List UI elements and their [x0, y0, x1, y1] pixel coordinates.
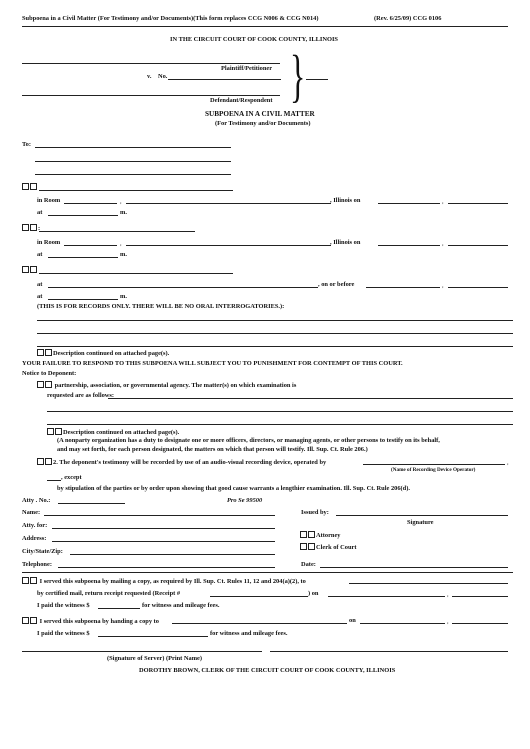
service-mail[interactable] [22, 577, 306, 585]
section-3-line[interactable] [39, 273, 233, 274]
checkbox-icon[interactable] [30, 183, 37, 190]
illinois-on-label: , Illinois on [330, 197, 361, 204]
desc-continued-1[interactable] [37, 349, 169, 357]
server-name-line[interactable] [270, 651, 508, 652]
caption-brace: } [290, 43, 306, 108]
checkbox-icon[interactable] [47, 428, 54, 435]
section-2-checkbox[interactable]: : [22, 224, 40, 232]
checkbox-icon[interactable] [30, 617, 37, 624]
mail-on-label: ) on [308, 590, 319, 597]
to-line-2[interactable] [35, 161, 231, 162]
plaintiff-line[interactable] [22, 63, 280, 64]
date-line-2a[interactable] [378, 245, 440, 246]
certified-label: by certified mail, return receipt requested (Receipt # [37, 590, 181, 597]
room-line-2[interactable] [64, 245, 117, 246]
checkbox-icon[interactable] [300, 543, 307, 550]
telephone-line[interactable] [58, 567, 275, 568]
time-line-2[interactable] [48, 257, 118, 258]
clerk-footer: DOROTHY BROWN, CLERK OF THE CIRCUIT COURT OF COOK COUNTY, ILLINOIS [139, 667, 396, 674]
except-line[interactable] [47, 480, 61, 481]
v-label: v. [147, 73, 152, 80]
date-line-3a[interactable] [366, 287, 440, 288]
witness-fees-1: for witness and mileage fees. [142, 602, 220, 609]
notice-2-text: The deponent's testimony will be recorded by use of an audio-visual recording device, operated by [59, 459, 327, 466]
illinois-on-label: , Illinois on [330, 239, 361, 246]
checkbox-icon[interactable] [22, 617, 29, 624]
form-header-title: Subpoena in a Civil Matter (For Testimony and/or Documents)(This form replaces CCG N006 & CCG N014) [22, 15, 319, 22]
checkbox-icon[interactable] [22, 183, 29, 190]
section-1-checkboxes[interactable] [22, 183, 38, 191]
server-signature-line[interactable] [22, 651, 262, 652]
address-field-line[interactable] [52, 541, 275, 542]
section-1-line[interactable] [39, 190, 233, 191]
date-line-3b[interactable] [448, 287, 508, 288]
service-divider [22, 572, 513, 573]
address-label: Address: [22, 535, 47, 542]
atty-for-label: Atty. for: [22, 522, 48, 529]
at-label: at [37, 251, 43, 258]
atty-no-line[interactable] [58, 503, 125, 504]
no-label: No. [158, 73, 168, 80]
service-hand[interactable] [22, 617, 159, 625]
records-desc-line-1[interactable] [37, 320, 513, 321]
checkbox-icon[interactable] [22, 266, 29, 273]
hand-date-line-b[interactable] [452, 623, 508, 624]
document-title: SUBPOENA IN A CIVIL MATTER [205, 110, 315, 118]
checkbox-icon[interactable] [45, 349, 52, 356]
at-label: at [37, 281, 43, 288]
paid-witness-1: I paid the witness $ [37, 602, 90, 609]
records-desc-line-3[interactable] [37, 346, 513, 347]
notice-1-text: partnership, association, or governmental agency. The matter(s) on which examination is [53, 382, 297, 389]
city-label: City/State/Zip: [22, 548, 63, 555]
plaintiff-label: Plaintiff/Petitioner [221, 65, 273, 72]
records-address-line[interactable] [48, 287, 318, 288]
address-line-1[interactable] [126, 203, 331, 204]
form-revision: (Rev. 6/25/09) CCG 0106 [374, 15, 442, 22]
records-only-notice: (THIS IS FOR RECORDS ONLY. THERE WILL BE NO ORAL INTERROGATORIES.): [37, 303, 285, 310]
checkbox-icon[interactable] [308, 531, 315, 538]
matters-line-1[interactable] [108, 398, 513, 399]
atty-no-label: Atty . No.: [22, 497, 51, 504]
at-label: at [37, 209, 43, 216]
notice-label: Notice to Deponent: [22, 370, 77, 377]
document-subtitle: (For Testimony and/or Documents) [215, 120, 311, 127]
checkbox-icon[interactable] [22, 577, 29, 584]
matters-line-2[interactable] [47, 411, 513, 412]
paid-witness-2: I paid the witness $ [37, 630, 90, 637]
matters-line-3[interactable] [47, 424, 513, 425]
checkbox-icon[interactable] [30, 577, 37, 584]
notice-para-1: (A nonparty organization has a duty to designate one or more officers, directors, or managing agents, or other persons to testify on its behalf, [57, 437, 440, 444]
date-line-1a[interactable] [378, 203, 440, 204]
issued-by-label: Issued by: [301, 509, 329, 516]
section-3-checkboxes[interactable] [22, 266, 38, 274]
failure-warning: YOUR FAILURE TO RESPOND TO THIS SUBPOENA WILL SUBJECT YOU TO PUNISHMENT FOR CONTEMPT OF THIS COURT. [22, 360, 403, 367]
m-label: m. [120, 251, 127, 258]
case-number-line-right [306, 79, 328, 80]
checkbox-icon[interactable] [30, 266, 37, 273]
fee-line-2[interactable] [98, 636, 208, 637]
in-room-label: in Room [37, 239, 61, 246]
checkbox-icon[interactable] [308, 543, 315, 550]
issued-by-line[interactable] [336, 515, 508, 516]
in-room-label: in Room [37, 197, 61, 204]
hand-on-label: on [349, 617, 356, 624]
pro-se: Pro Se 99500 [227, 497, 263, 504]
room-line-1[interactable] [64, 203, 117, 204]
section-2-line[interactable] [39, 231, 195, 232]
server-signature-label: (Signature of Server) (Print Name) [107, 655, 203, 662]
checkbox-icon[interactable] [300, 531, 307, 538]
checkbox-icon[interactable] [30, 224, 37, 231]
address-line-2[interactable] [126, 245, 331, 246]
mail-recipient-line[interactable] [349, 583, 508, 584]
time-line-1[interactable] [48, 215, 118, 216]
notice-para-2: and may set forth, for each person designated, the matters on which that person will testify. Ill. Sup. Ct. Rule 206.) [57, 446, 368, 453]
checkbox-icon[interactable] [37, 349, 44, 356]
atty-for-line[interactable] [52, 528, 275, 529]
mail-date-line-a[interactable] [328, 596, 445, 597]
recording-operator-label: (Name of Recording Device Operator) [391, 467, 476, 473]
clerk-option[interactable]: Clerk of Court [300, 543, 356, 551]
stipulation-text: by stipulation of the parties or by order upon showing that good cause warrants a lengthier examination. Ill. Sup. Ct. Rule 206(d). [57, 485, 410, 492]
court-name: IN THE CIRCUIT COURT OF COOK COUNTY, ILLINOIS [170, 36, 338, 43]
checkbox-icon[interactable] [22, 224, 29, 231]
to-label: To: [22, 141, 31, 148]
to-line-3[interactable] [35, 174, 231, 175]
service-mail-text: I served this subpoena by mailing a copy, as required by Ill. Sup. Ct. Rules 11, 12 and 204(a)(2), to [39, 578, 306, 585]
header-rule [22, 26, 508, 27]
desc-continued-label: Description continued on attached page(s). [53, 350, 170, 357]
defendant-label: Defendant/Respondent [210, 97, 273, 104]
city-line[interactable] [70, 554, 275, 555]
checkbox-icon[interactable] [37, 381, 44, 388]
checkbox-icon[interactable] [45, 381, 52, 388]
time-line-3[interactable] [48, 299, 118, 300]
name-label: Name: [22, 509, 41, 516]
hand-date-line-a[interactable] [360, 623, 445, 624]
telephone-label: Telephone: [22, 561, 52, 568]
signature-label: Signature [407, 519, 434, 526]
notice-1[interactable] [37, 381, 296, 389]
date-field-line[interactable] [320, 567, 508, 568]
on-or-before-label: , on or before [318, 281, 355, 288]
to-line-1[interactable] [35, 147, 231, 148]
service-hand-text: I served this subpoena by handing a copy to [39, 618, 159, 625]
recording-operator-line[interactable] [363, 464, 505, 465]
m-label: m. [120, 209, 127, 216]
notice-1-text2: requested are as follows: [47, 392, 115, 399]
m-label: m. [120, 293, 127, 300]
checkbox-icon[interactable] [55, 428, 62, 435]
case-number-line[interactable] [168, 79, 281, 80]
witness-fees-2: for witness and mileage fees. [210, 630, 288, 637]
except-label: , except [61, 474, 82, 481]
desc-continued-label-2: Description continued on attached page(s). [63, 429, 180, 436]
at-label: at [37, 293, 43, 300]
date-label: Date: [301, 561, 316, 568]
records-desc-line-2[interactable] [37, 333, 513, 334]
attorney-option[interactable]: Attorney [300, 531, 341, 539]
desc-continued-2[interactable] [47, 428, 179, 436]
checkbox-icon[interactable] [37, 458, 44, 465]
hand-recipient-line[interactable] [172, 623, 347, 624]
date-line-1b[interactable] [448, 203, 508, 204]
defendant-line[interactable] [22, 95, 280, 96]
receipt-line[interactable] [210, 596, 308, 597]
notice-2[interactable]: 2. The deponent's testimony will be recorded by use of an audio-visual recording device, operated by [37, 458, 326, 466]
name-line[interactable] [44, 515, 275, 516]
mail-date-line-b[interactable] [452, 596, 508, 597]
checkbox-icon[interactable] [45, 458, 52, 465]
fee-line-1[interactable] [98, 608, 140, 609]
date-line-2b[interactable] [448, 245, 508, 246]
